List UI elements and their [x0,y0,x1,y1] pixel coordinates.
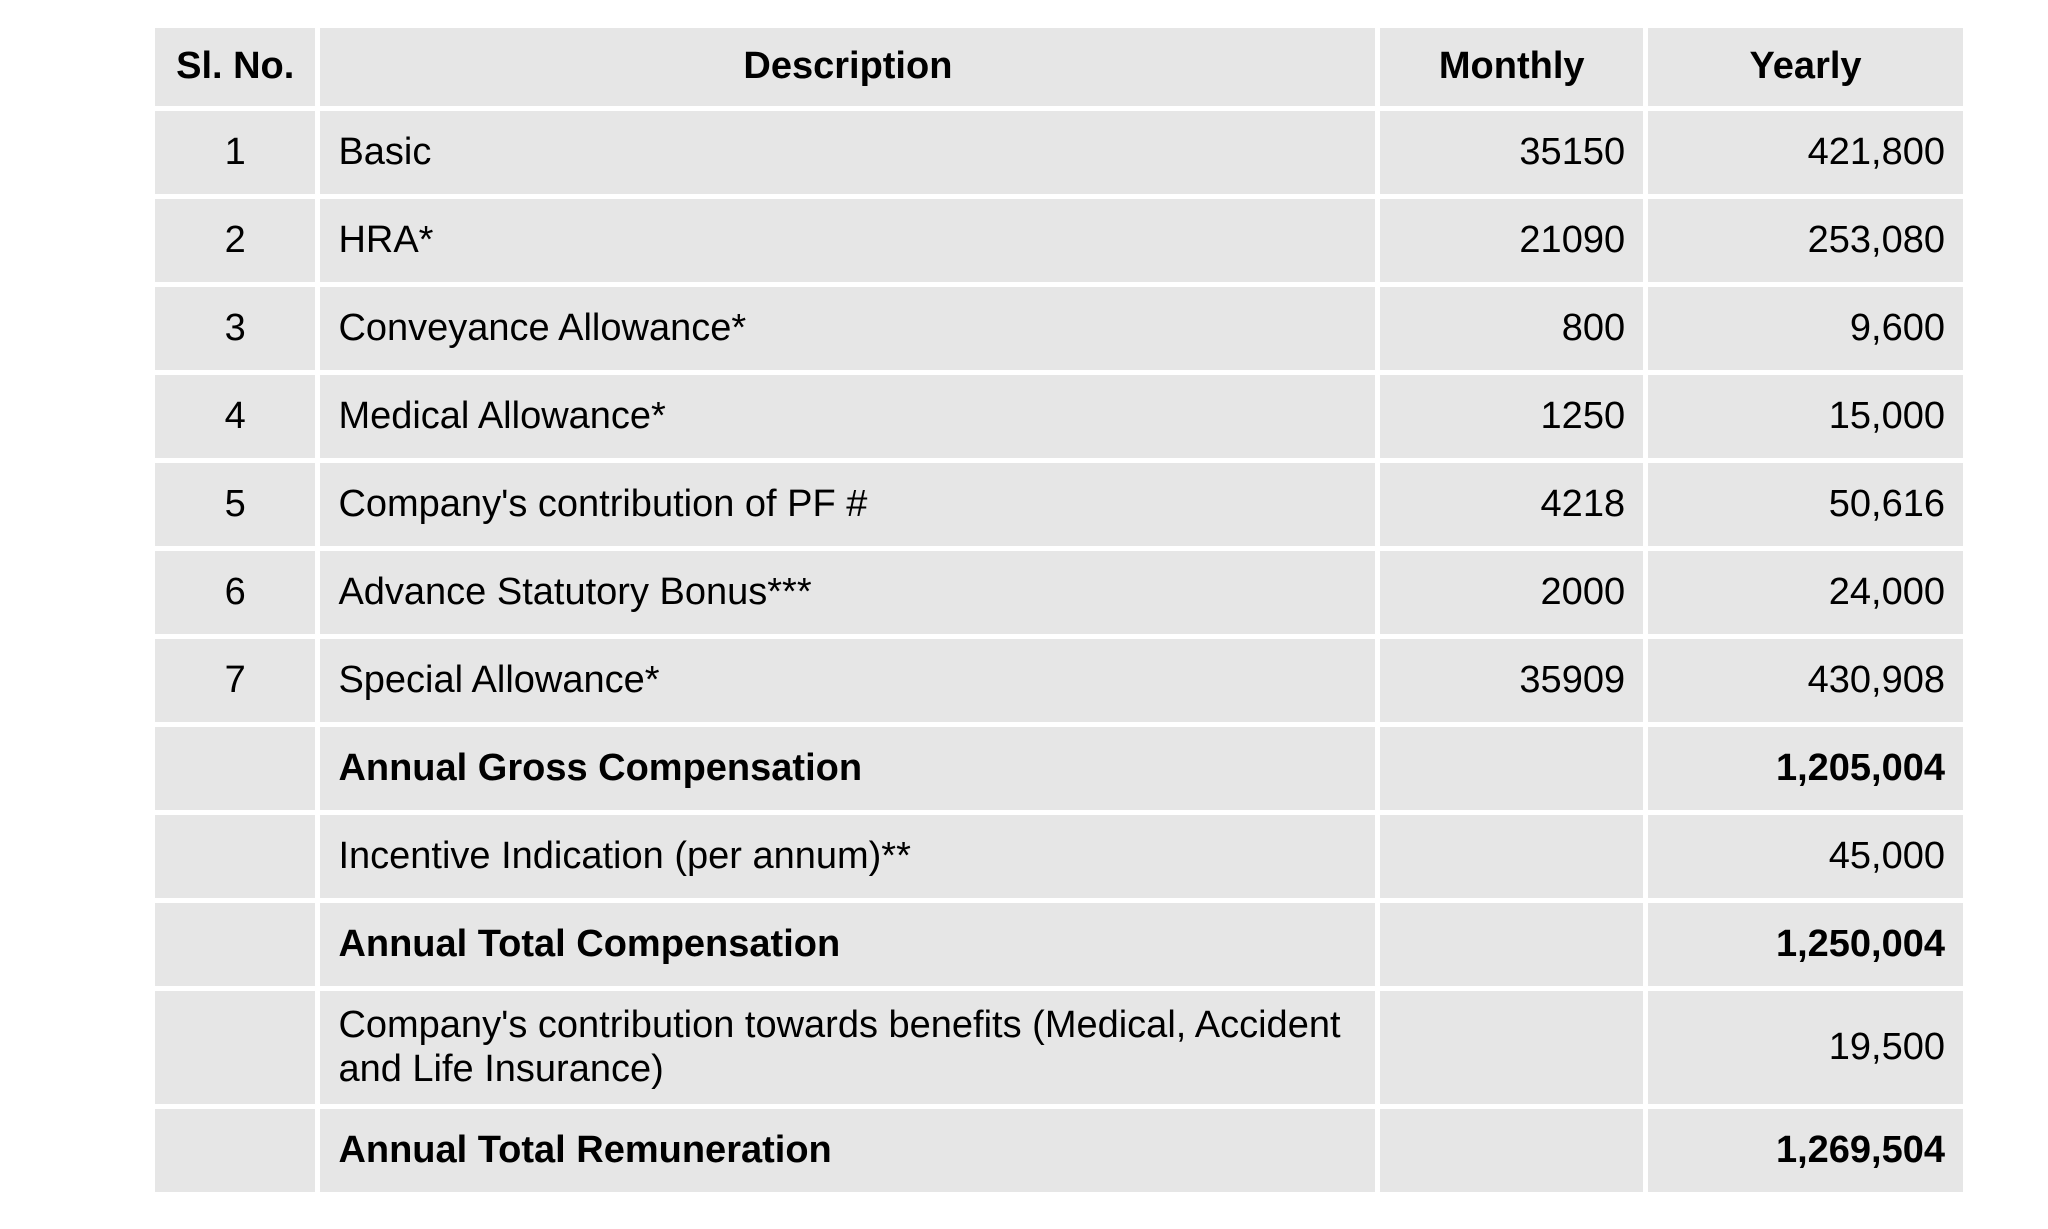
header-monthly: Monthly [1380,28,1643,106]
cell-yearly: 1,205,004 [1648,727,1963,810]
cell-monthly: 1250 [1380,375,1643,458]
cell-yearly: 24,000 [1648,551,1963,634]
cell-description: Annual Gross Compensation [320,727,1375,810]
cell-yearly: 15,000 [1648,375,1963,458]
compensation-table-container [155,28,1963,1192]
cell-sl-no [155,991,315,1104]
cell-yearly: 421,800 [1648,111,1963,194]
cell-sl-no [155,903,315,986]
table-header-row [155,28,1963,106]
cell-yearly: 19,500 [1648,991,1963,1104]
table-row [155,991,1963,1104]
cell-yearly: 1,269,504 [1648,1109,1963,1192]
cell-description: Annual Total Remuneration [320,1109,1375,1192]
cell-monthly: 21090 [1380,199,1643,282]
cell-monthly: 35150 [1380,111,1643,194]
cell-yearly: 253,080 [1648,199,1963,282]
cell-monthly [1380,1109,1643,1192]
cell-sl-no: 7 [155,639,315,722]
cell-sl-no [155,1109,315,1192]
table-row [155,463,1963,546]
cell-description: Annual Total Compensation [320,903,1375,986]
cell-yearly: 430,908 [1648,639,1963,722]
cell-description: Company's contribution towards benefits (Medical, Accident and Life Insurance) [320,991,1375,1104]
table-row [155,1109,1963,1192]
cell-description: HRA* [320,199,1375,282]
cell-monthly: 800 [1380,287,1643,370]
cell-description: Incentive Indication (per annum)** [320,815,1375,898]
cell-description: Basic [320,111,1375,194]
cell-monthly [1380,903,1643,986]
cell-monthly: 2000 [1380,551,1643,634]
table-row [155,111,1963,194]
cell-description: Advance Statutory Bonus*** [320,551,1375,634]
table-body [155,111,1963,1192]
cell-monthly: 4218 [1380,463,1643,546]
cell-sl-no: 6 [155,551,315,634]
table-row [155,639,1963,722]
table-row [155,903,1963,986]
cell-sl-no: 2 [155,199,315,282]
cell-description: Conveyance Allowance* [320,287,1375,370]
header-sl-no: Sl. No. [155,28,315,106]
cell-sl-no: 1 [155,111,315,194]
header-yearly: Yearly [1648,28,1963,106]
cell-sl-no: 3 [155,287,315,370]
table-row [155,815,1963,898]
table-row [155,551,1963,634]
cell-monthly [1380,727,1643,810]
cell-sl-no [155,815,315,898]
cell-monthly [1380,815,1643,898]
cell-yearly: 45,000 [1648,815,1963,898]
header-description: Description [320,28,1375,106]
cell-description: Company's contribution of PF # [320,463,1375,546]
table-row [155,287,1963,370]
table-row [155,375,1963,458]
cell-yearly: 9,600 [1648,287,1963,370]
cell-monthly [1380,991,1643,1104]
cell-yearly: 50,616 [1648,463,1963,546]
table-row [155,199,1963,282]
cell-yearly: 1,250,004 [1648,903,1963,986]
cell-sl-no: 5 [155,463,315,546]
cell-sl-no [155,727,315,810]
table-row [155,727,1963,810]
cell-description: Special Allowance* [320,639,1375,722]
cell-monthly: 35909 [1380,639,1643,722]
compensation-table [150,23,1968,1197]
cell-sl-no: 4 [155,375,315,458]
cell-description: Medical Allowance* [320,375,1375,458]
